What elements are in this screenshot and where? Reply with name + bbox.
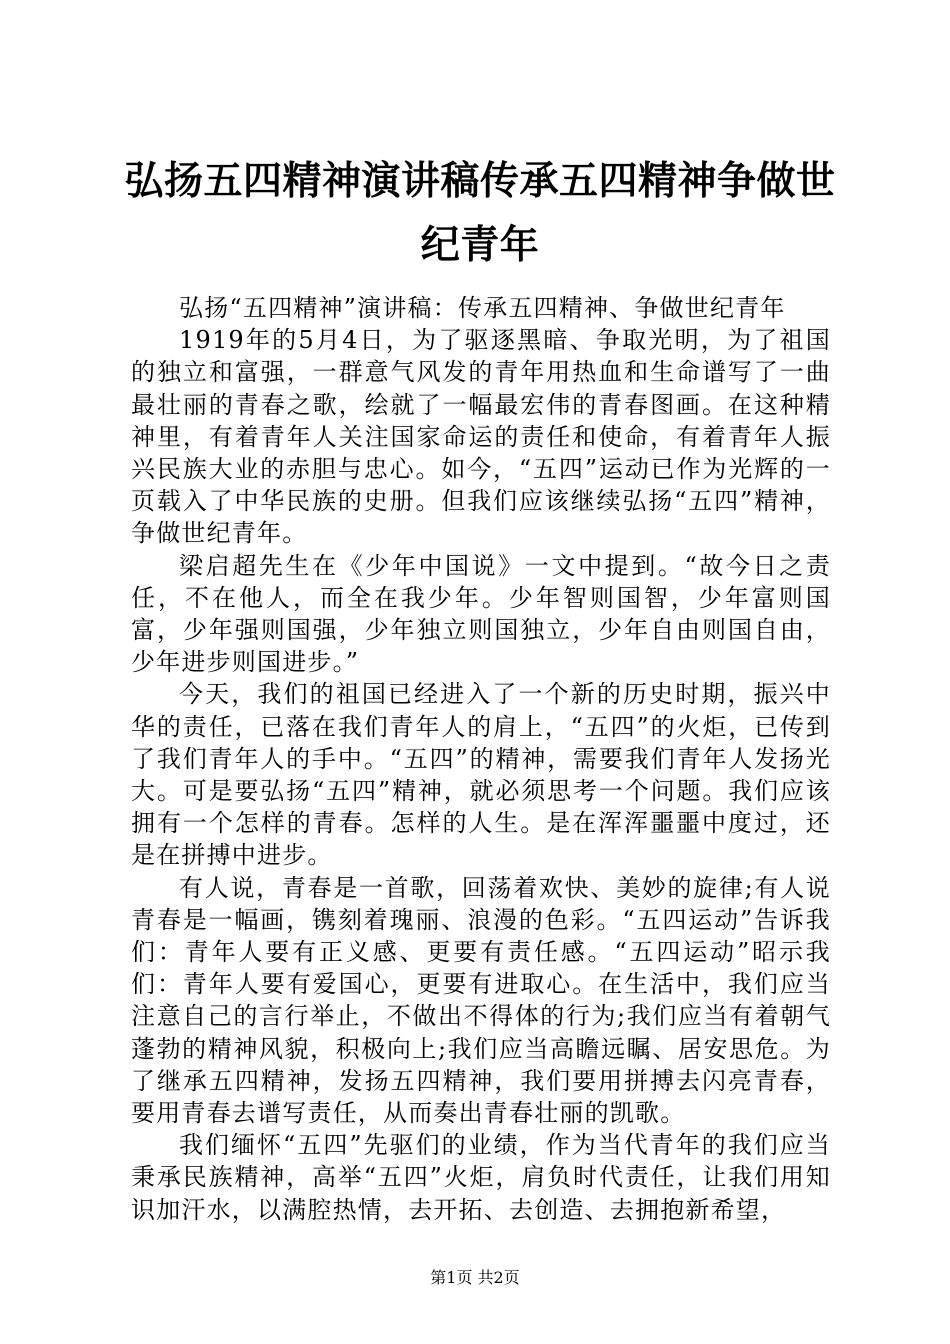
paragraph-subtitle: 弘扬“五四精神”演讲稿：传承五四精神、争做世纪青年 (179, 294, 786, 322)
document-body (131, 292, 831, 1226)
paragraph: 有人说，青春是一首歌，回荡着欢快、美妙的旋律;有人说青春是一幅画，镌刻着瑰丽、浪漫的色彩。“五四运动”告诉我们：青年人要有正义感、更要有责任感。“五四运动”昭示我们：青年人要有爱国心，更要有进取心。在生活中，我们应当注意自己的言行举止，不做出不得体的行为;我们应当有着朝气蓬勃的精神风貌，积极向上;我们应当高瞻远瞩、居安思危。为了继承五四精神，发扬五四精神，我们要用拼搏去闪亮青春，要用青春去谱写责任，从而奏出青春壮丽的凯歌。 (131, 873, 831, 1128)
paragraph: 我们缅怀“五四”先驱们的业绩，作为当代青年的我们应当秉承民族精神，高举“五四”火炬，肩负时代责任，让我们用知识加汗水，以满腔热情，去开拓、去创造、去拥抱新希望， (131, 1131, 831, 1224)
page-number-footer: 第1页 共2页 (430, 1268, 520, 1287)
document-title: 弘扬五四精神演讲稿传承五四精神争做世纪青年 (124, 159, 836, 268)
paragraph: 梁启超先生在《少年中国说》一文中提到。“故今日之责任，不在他人，而全在我少年。少年智则国智，少年富则国富，少年强则国强，少年独立则国独立，少年自由则国自由，少年进步则国进步。” (131, 551, 831, 677)
paragraph: 今天，我们的祖国已经进入了一个新的历史时期，振兴中华的责任，已落在我们青年人的肩上，“五四”的火炬，已传到了我们青年人的手中。“五四”的精神，需要我们青年人发扬光大。可是要弘扬“五四”精神，就必须思考一个问题。我们应该拥有一个怎样的青春。怎样的人生。是在浑浑噩噩中度过，还是在拼搏中进步。 (131, 680, 831, 870)
paragraph: 1919年的5月4日，为了驱逐黑暗、争取光明，为了祖国的独立和富强，一群意气风发的青年用热血和生命谱写了一曲最壮丽的青春之歌，绘就了一幅最宏伟的青春图画。在这种精神里，有着青年人关注国家命运的责任和使命，有着青年人振兴民族大业的赤胆与忠心。如今，“五四”运动已作为光辉的一页载入了中华民族的史册。但我们应该继续弘扬“五四”精神，争做世纪青年。 (131, 326, 831, 548)
